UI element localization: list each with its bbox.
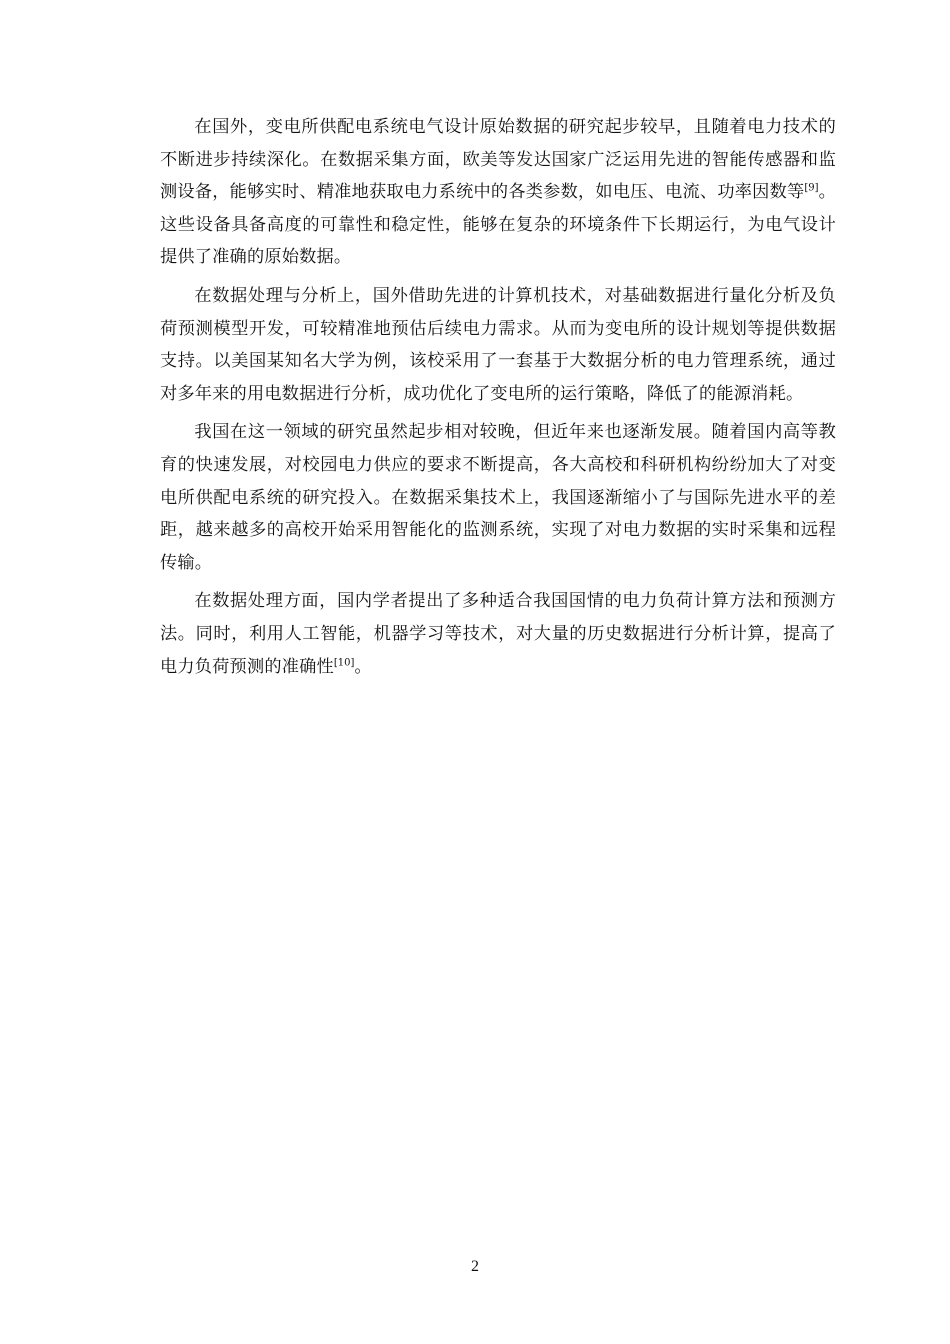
paragraph-domestic-data-processing: [160, 585, 836, 683]
paragraph-text: 在数据处理与分析上，国外借助先进的计算机技术，对基础数据进行量化分析及负荷预测模型开发，可较精准地预估后续电力需求。从而为变电所的设计规划等提供数据支持。以美国某知名大学为例，该校采用了一套基于大数据分析的电力管理系统，通过对多年来的用电数据进行分析，成功优化了变电所的运行策略，降低了的能源消耗。: [160, 285, 836, 404]
citation-10: [10]: [333, 656, 355, 668]
paragraph-domestic-research: [160, 416, 836, 579]
body-text: [160, 111, 836, 689]
citation-9: [9]: [804, 182, 819, 194]
page-number: 2: [471, 1258, 479, 1275]
paragraph-foreign-data-analysis: [160, 280, 836, 410]
paragraph-text-continued: 。这些设备具备高度的可靠性和稳定性，能够在复杂的环境条件下长期运行，为电气设计提供了准确的原始数据。: [160, 182, 836, 268]
paragraph-text: 我国在这一领域的研究虽然起步相对较晚，但近年来也逐渐发展。随着国内高等教育的快速发展，对校园电力供应的要求不断提高，各大高校和科研机构纷纷加大了对变电所供配电系统的研究投入。在数据采集技术上，我国逐渐缩小了与国际先进水平的差距，越来越多的高校开始采用智能化的监测系统，实现了对电力数据的实时采集和远程传输。: [160, 422, 836, 573]
paragraph-foreign-data-collection: [160, 111, 836, 274]
paragraph-text-continued: 。: [354, 656, 372, 677]
paragraph-text: 在数据处理方面，国内学者提出了多种适合我国国情的电力负荷计算方法和预测方法。同时，利用人工智能，机器学习等技术，对大量的历史数据进行分析计算，提高了电力负荷预测的准确性: [160, 591, 836, 677]
paragraph-text: 在国外，变电所供配电系统电气设计原始数据的研究起步较早，且随着电力技术的不断进步持续深化。在数据采集方面，欧美等发达国家广泛运用先进的智能传感器和监测设备，能够实时、精准地获取电力系统中的各类参数，如电压、电流、功率因数等: [160, 117, 836, 203]
